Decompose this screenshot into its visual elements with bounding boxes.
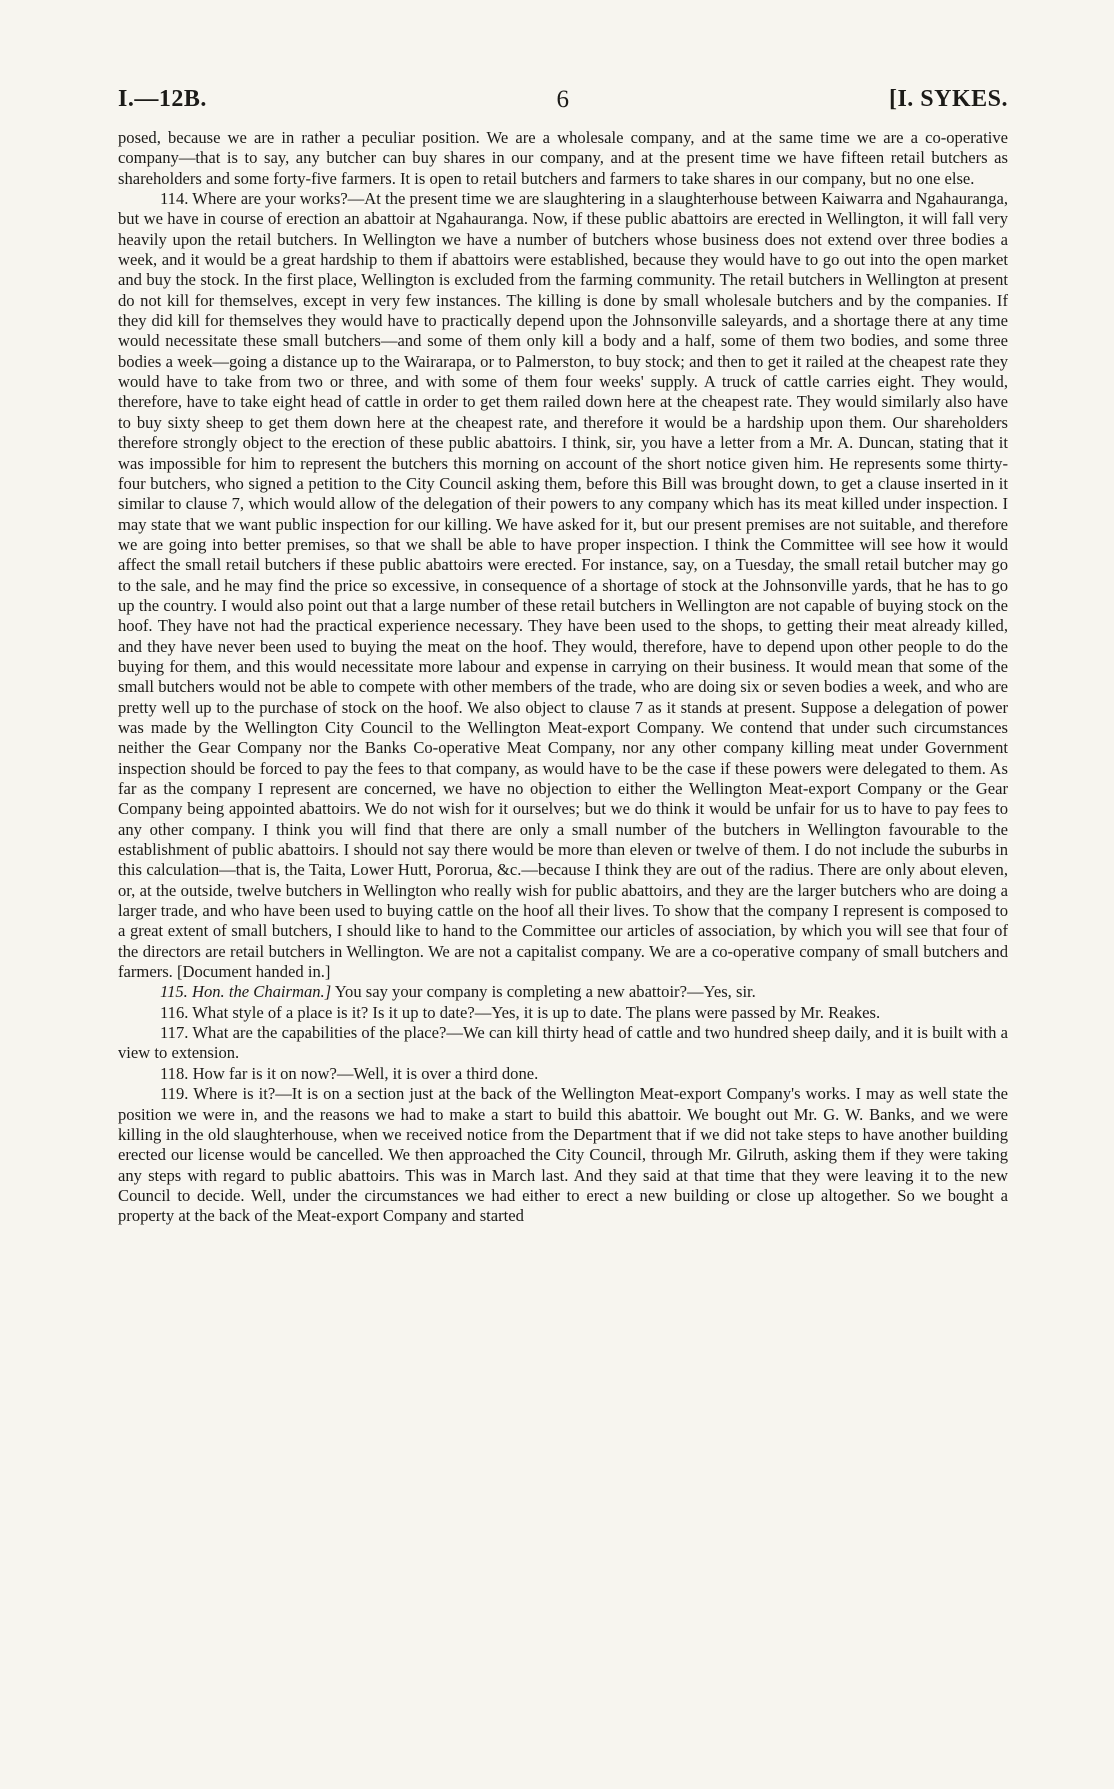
page-number: 6: [556, 86, 570, 113]
paragraph-text: 116. What style of a place is it? Is it up to date?—Yes, it is up to date. The plans were passed by Mr. Reakes.: [160, 1002, 881, 1022]
paragraph-119: [118, 1084, 1008, 1226]
paragraph-text: 118. How far is it on now?—Well, it is over a third done.: [160, 1063, 539, 1083]
paragraph-114: [118, 189, 1008, 982]
speaker-lead-in: 115. Hon. the Chairman.]: [160, 982, 332, 1002]
evidence-text: [118, 128, 1008, 1227]
paragraph-118: [118, 1064, 1008, 1084]
paragraph-text: 119. Where is it?—It is on a section just at the back of the Wellington Meat-export Company's works. I may as well state the position we were in, and the reasons we had to make a start to build this abattoir. We bought out Mr. G. W. Banks, and we were killing in the old slaughterhouse, when we received notice from the Department that if we did not take steps to have another building erected our license would be cancelled. We then approached the City Council, through Mr. Gilruth, asking them if they were taking any steps with regard to public abattoirs. This was in March last. And they said at that time that they were leaving it to the new Council to decide. Well, under the circumstances we had either to erect a new building or close up altogether. So we bought a property at the back of the Meat-export Company and started: [118, 1084, 1008, 1226]
document-page: [118, 86, 1008, 1227]
page-header: [118, 86, 1008, 126]
paragraph-continued: [118, 128, 1008, 189]
paragraph-116: [118, 1003, 1008, 1023]
paragraph-text: 114. Where are your works?—At the present time we are slaughtering in a slaughterhouse between Kaiwarra and Ngahauranga, but we have in course of erection an abattoir at Ngahauranga. Now, if these public abattoirs are erected in Wellington, it will fall very heavily upon the retail butchers. In Wellington we have a number of butchers whose business does not extend over three bodies a week, and it would be a great hardship to them if abattoirs were established, because they would have to go out into the open market and buy the stock. In the first place, Wellington is excluded from the farming community. The retail butchers in Wellington at present do not kill for themselves, except in very few instances. The killing is done by small wholesale butchers and by the companies. If they did kill for themselves they would have to practically depend upon the Johnsonville saleyards, and a shortage there at any time would necessitate these small butchers—and some of them only kill a body and a half, some of them two bodies, and some three bodies a week—going a distance up to the Wairarapa, or to Palmerston, to buy stock; and then to get it railed at the cheapest rate they would have to take from two or three, and with some of them four weeks' supply. A truck of cattle carries eight. They would, therefore, have to take eight head of cattle in order to get them railed down here at the cheapest rate. They would similarly also have to buy sixty sheep to get them down here at the cheapest rate, and therefore it would be a hardship upon them. Our shareholders therefore strongly object to the erection of these public abattoirs. I think, sir, you have a letter from a Mr. A. Duncan, stating that it was impossible for him to represent the butchers this morning on account of the short notice given him. He represents some thirty-four butchers, who signed a petition to the City Council asking them, before this Bill was brought down, to get a clause inserted in it similar to clause 7, which would allow of the delegation of their powers to any company which has its meat killed under inspection. I may state that we want public inspection for our killing. We have asked for it, but our present premises are not suitable, and therefore we are going into better premises, so that we shall be able to have proper inspection. I think the Committee will see how it would affect the small retail butchers if these public abattoirs were erected. For instance, say, on a Tuesday, the small retail butcher may go to the sale, and he may find the price so excessive, in consequence of a shortage of stock at the Johnsonville yards, that he has to go up the country. I would also point out that a large number of these retail butchers in Wellington are not capable of buying stock on the hoof. They have not had the practical experience necessary. They have been used to the shops, to getting their meat already killed, and they have never been used to buying the meat on the hoof. They would, therefore, have to depend upon other people to do the buying for them, and this would necessitate more labour and expense in carrying on their business. It would mean that some of the small butchers would not be able to compete with other members of the trade, who are doing six or seven bodies a week, and who are pretty well up to the purchase of stock on the hoof. We also object to clause 7 as it stands at present. Suppose a delegation of power was made by the Wellington City Council to the Wellington Meat-export Company. We contend that under such circumstances neither the Gear Company nor the Banks Co-operative Meat Company, nor any other company killing meat under Government inspection should be forced to pay the fees to that company, as would have to be the case if these powers were delegated to them. As far as the company I represent are concerned, we have no objection to either the Wellington Meat-export Company or the Gear Company being appointed abattoirs. We do not wish for it ourselves; but we do think it would be unfair for us to have to pay fees to any other company. I think you will find that there are only a small number of the butchers in Wellington favourable to the establishment of public abattoirs. I should not say there would be more than eleven or twelve of them. I do not include the suburbs in this calculation—that is, the Taita, Lower Hutt, Pororua, &c.—because I think they are out of the radius. There are only about eleven, or, at the outside, twelve butchers in Wellington who really wish for public abattoirs, and they are the larger butchers who are doing a larger trade, and who have been used to buying cattle on the hoof all their lives. To show that the company I represent is composed to a great extent of small butchers, I should like to hand to the Committee our articles of association, by which you will see that four of the directors are retail butchers in Wellington. We are not a capitalist company. We are a co-operative company of small butchers and farmers. [Document handed in.]: [118, 189, 1008, 982]
paragraph-text: 117. What are the capabilities of the place?—We can kill thirty head of cattle and two hundred sheep daily, and it is built with a view to extension.: [118, 1023, 1008, 1063]
paper-reference: I.—12B.: [118, 86, 207, 112]
paragraph-115: [118, 982, 1008, 1002]
paragraph-117: [118, 1023, 1008, 1064]
paragraph-text: posed, because we are in rather a peculiar position. We are a wholesale company, and at the same time we are a co-operative company—that is to say, any butcher can buy shares in our company, and at the present time we have fifteen retail butchers as shareholders and some forty-five farmers. It is open to retail butchers and farmers to take shares in our company, but no one else.: [118, 128, 1008, 188]
witness-name: [I. SYKES.: [888, 86, 1008, 112]
paragraph-text: You say your company is completing a new abattoir?—Yes, sir.: [331, 982, 756, 1002]
